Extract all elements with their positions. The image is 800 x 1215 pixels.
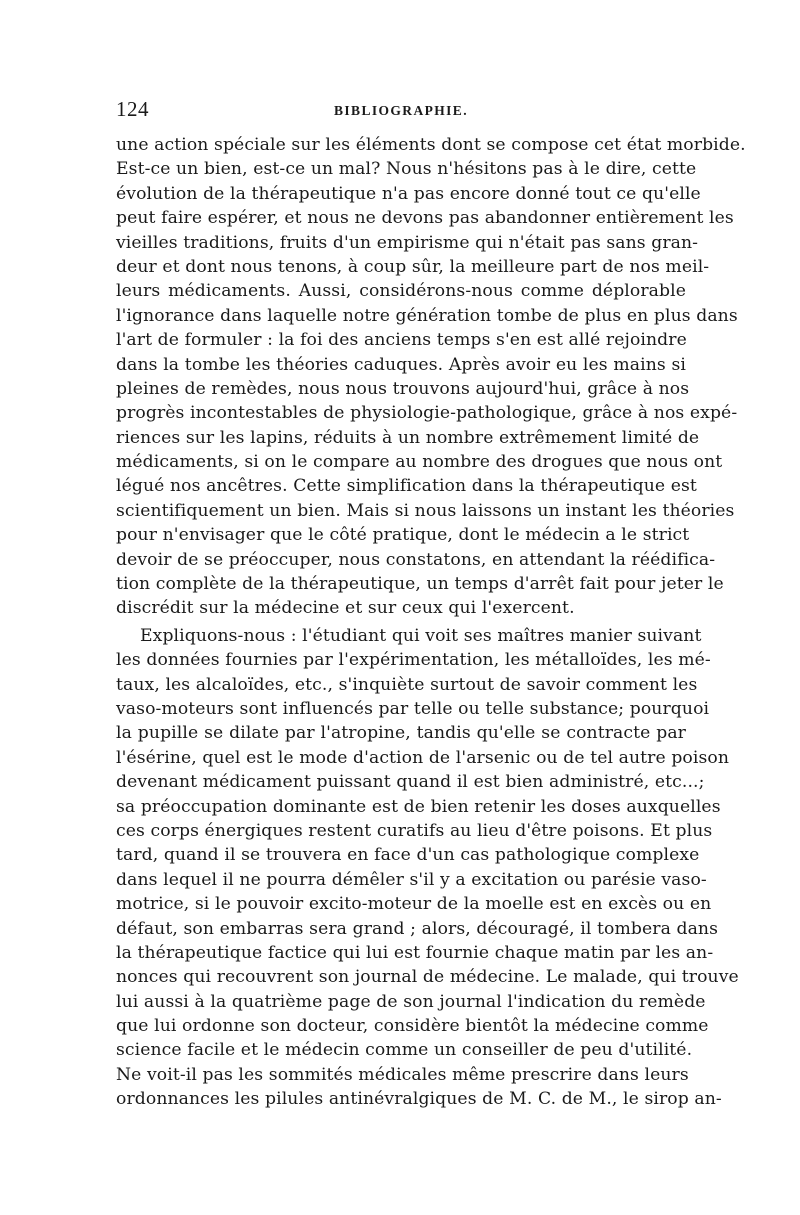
text-line: sa préoccupation dominante est de bien retenir les doses auxquelles: [116, 796, 721, 817]
text-line: l'art de formuler : la foi des anciens temps s'en est allé rejoindre: [116, 330, 687, 351]
text-line: médicaments, si on le compare au nombre des drogues que nous ont: [116, 452, 723, 473]
paragraph-2: [116, 624, 739, 1112]
body-text: [116, 133, 746, 1112]
text-line: la thérapeutique factice qui lui est fournie chaque matin par les an-: [116, 942, 714, 963]
text-line: taux, les alcaloïdes, etc., s'inquiète surtout de savoir comment les: [116, 674, 698, 695]
text-line: devenant médicament puissant quand il est bien administré, etc...;: [116, 772, 705, 793]
text-line: devoir de se préoccuper, nous constatons, en attendant la réédifica-: [116, 549, 716, 570]
text-line: scientifiquement un bien. Mais si nous laissons un instant les théories: [116, 500, 735, 521]
paragraph-1: [116, 133, 746, 621]
text-line: l'ésérine, quel est le mode d'action de l'arsenic ou de tel autre poison: [116, 747, 730, 768]
text-line: une action spéciale sur les éléments dont se compose cet état morbide.: [116, 135, 746, 155]
text-line: ordonnances les pilules antinévralgiques de M. C. de M., le sirop an-: [116, 1089, 722, 1110]
text-line: riences sur les lapins, réduits à un nombre extrêmement limité de: [116, 427, 700, 448]
text-line: discrédit sur la médecine et sur ceux qui l'exercent.: [116, 598, 575, 619]
text-line: vaso-moteurs sont influencés par telle ou telle substance; pourquoi: [116, 698, 710, 719]
text-line: vieilles traditions, fruits d'un empirisme qui n'était pas sans gran-: [116, 232, 699, 253]
running-head: [116, 97, 686, 127]
text-line: légué nos ancêtres. Cette simplification dans la thérapeutique est: [116, 476, 697, 497]
text-line: progrès incontestables de physiologie-pathologique, grâce à nos expé-: [116, 403, 738, 424]
text-line: motrice, si le pouvoir excito-moteur de la moelle est en excès ou en: [116, 894, 712, 915]
text-line: la pupille se dilate par l'atropine, tandis qu'elle se contracte par: [116, 723, 686, 744]
text-line: leurs médicaments. Aussi, considérons-nous comme déplorable: [116, 281, 686, 302]
text-line: dans la tombe les théories caduques. Après avoir eu les mains si: [116, 354, 686, 375]
text-line: lui aussi à la quatrième page de son journal l'indication du remède: [116, 991, 706, 1012]
text-line: dans lequel il ne pourra démêler s'il y a excitation ou parésie vaso-: [116, 869, 707, 890]
text-line: science facile et le médecin comme un conseiller de peu d'utilité.: [116, 1040, 693, 1061]
text-line: que lui ordonne son docteur, considère bientôt la médecine comme: [116, 1016, 709, 1037]
text-line: ces corps énergiques restent curatifs au lieu d'être poisons. Et plus: [116, 820, 713, 841]
text-line: Expliquons-nous : l'étudiant qui voit ses maîtres manier suivant: [140, 625, 702, 646]
text-line: tion complète de la thérapeutique, un temps d'arrêt fait pour jeter le: [116, 574, 724, 595]
text-line: Est-ce un bien, est-ce un mal? Nous n'hésitons pas à le dire, cette: [116, 159, 697, 180]
text-line: peut faire espérer, et nous ne devons pas abandonner entièrement les: [116, 208, 734, 229]
text-line: pour n'envisager que le côté pratique, dont le médecin a le strict: [116, 525, 690, 546]
text-line: évolution de la thérapeutique n'a pas encore donné tout ce qu'elle: [116, 183, 701, 204]
text-line: l'ignorance dans laquelle notre génération tombe de plus en plus dans: [116, 305, 738, 326]
text-line: Ne voit-il pas les sommités médicales même prescrire dans leurs: [116, 1064, 689, 1085]
page-number: 124: [116, 97, 149, 121]
text-line: nonces qui recouvrent son journal de médecine. Le malade, qui trouve: [116, 967, 739, 988]
text-line: tard, quand il se trouvera en face d'un cas pathologique complexe: [116, 845, 700, 866]
running-title: BIBLIOGRAPHIE.: [333, 103, 468, 118]
text-line: pleines de remèdes, nous nous trouvons aujourd'hui, grâce à nos: [116, 378, 690, 399]
text-line: défaut, son embarras sera grand ; alors, découragé, il tombera dans: [116, 918, 719, 939]
text-line: les données fournies par l'expérimentation, les métalloïdes, les mé-: [116, 650, 711, 671]
text-line: deur et dont nous tenons, à coup sûr, la meilleure part de nos meil-: [116, 256, 710, 277]
